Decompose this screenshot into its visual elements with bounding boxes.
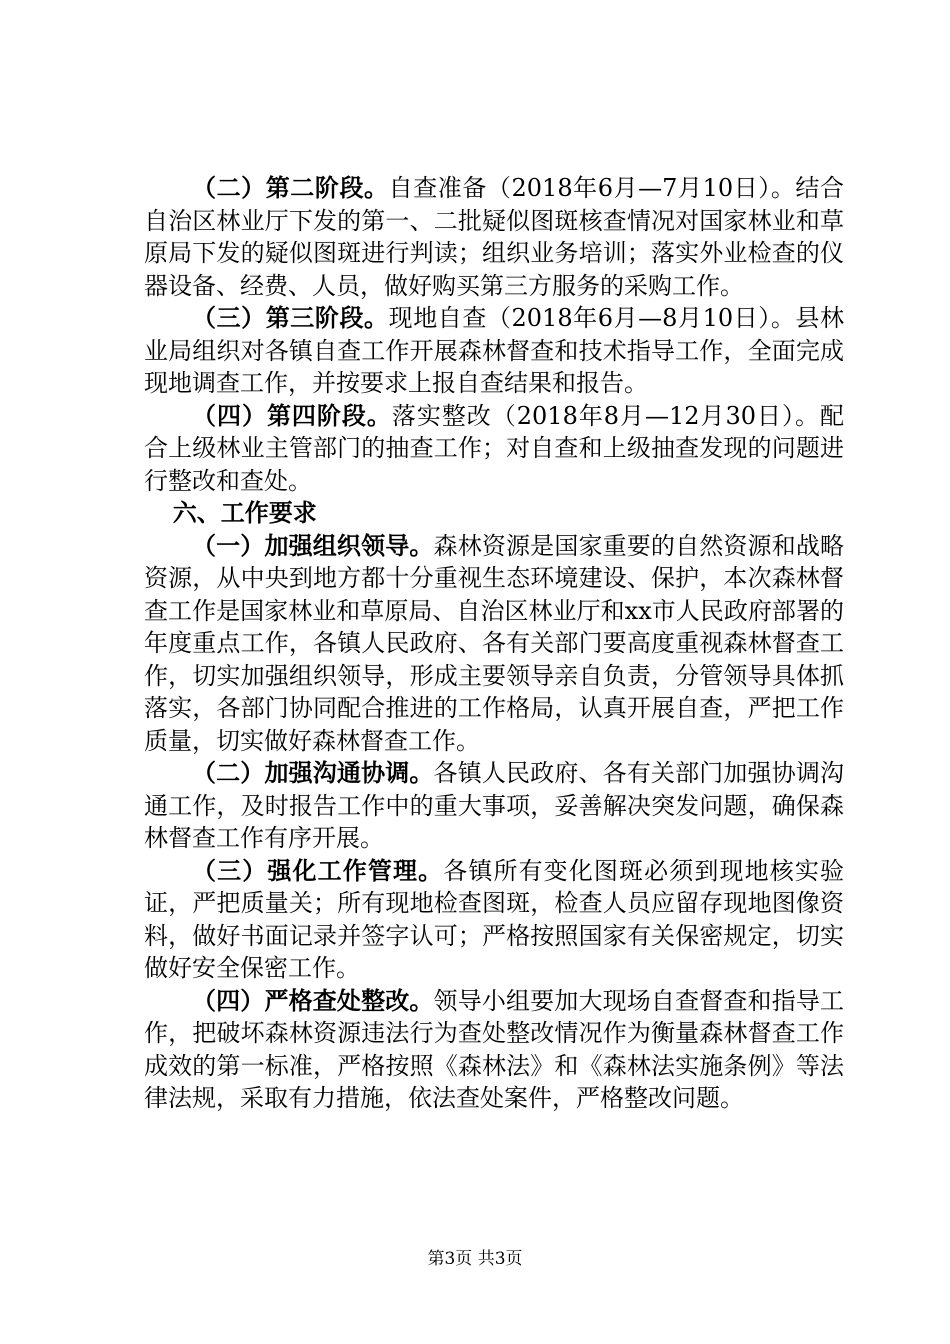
paragraph-text: 领导小组要加大现场自查督查和指导工作，把破坏森林资源违法行为查处整改情况作为衡量森林督查工作成效的第一标准，严格按照《森林法》和《森林法实施条例》等法律法规，采取有力措施，依法查处案件，严格整改问题。 (144, 986, 845, 1112)
paragraph-text: 自查准备（2018年6月—7月10日）。结合自治区林业厅下发的第一、二批疑似图斑核查情况对国家林业和草原局下发的疑似图斑进行判读；组织业务培训；落实外业检查的仪器设备、经费、人员，做好购买第三方服务的采购工作。 (144, 174, 845, 300)
paragraph-lead: （三）强化工作管理。 (192, 856, 444, 885)
paragraph-lead: （四）严格查处整改。 (192, 986, 434, 1015)
paragraph-requirement-four (144, 985, 844, 1115)
document-body (144, 172, 844, 1115)
paragraph-requirement-one (144, 530, 844, 758)
paragraph-lead: （二）第二阶段。 (192, 174, 389, 202)
page-number-label: 第3页 共3页 (427, 1249, 523, 1269)
paragraph-lead: （二）加强沟通协调。 (192, 759, 434, 787)
paragraph-text: 各镇所有变化图斑必须到现地核实验证，严把质量关；所有现地检查图斑，检查人员应留存现地图像资料，做好书面记录并签字认可；严格按照国家有关保密规定，切实做好安全保密工作。 (144, 856, 845, 982)
paragraph-stage-four (144, 400, 844, 498)
paragraph-text: 各镇人民政府、各有关部门加强协调沟通工作，及时报告工作中的重大事项，妥善解决突发问题，确保森林督查工作有序开展。 (144, 759, 845, 852)
section-heading: 六、工作要求 (172, 499, 317, 527)
paragraph-requirement-two (144, 757, 844, 855)
paragraph-text: 森林资源是国家重要的自然资源和战略资源，从中央到地方都十分重视生态环境建设、保护，本次森林督查工作是国家林业和草原局、自治区林业厅和xx市人民政府部署的年度重点工作，各镇人民政府、各有关部门要高度重视森林督查工作，切实加强组织领导，形成主要领导亲自负责，分管领导具体抓落实，各部门协同配合推进的工作格局，认真开展自查，严把工作质量，切实做好森林督查工作。 (144, 531, 845, 755)
paragraph-lead: （一）加强组织领导。 (192, 531, 434, 560)
paragraph-text: 现地自查（2018年6月—8月10日）。县林业局组织对各镇自查工作开展森林督查和技术指导工作，全面完成现地调查工作，并按要求上报自查结果和报告。 (144, 304, 845, 397)
paragraph-requirement-three (144, 855, 844, 985)
paragraph-stage-three (144, 302, 844, 400)
paragraph-stage-two (144, 172, 844, 302)
paragraph-lead: （三）第三阶段。 (192, 304, 389, 332)
page-footer (0, 1244, 950, 1269)
paragraph-text: 落实整改（2018年8月—12月30日）。配合上级林业主管部门的抽查工作；对自查和上级抽查发现的问题进行整改和查处。 (144, 401, 844, 495)
paragraph-lead: （四）第四阶段。 (192, 401, 392, 430)
